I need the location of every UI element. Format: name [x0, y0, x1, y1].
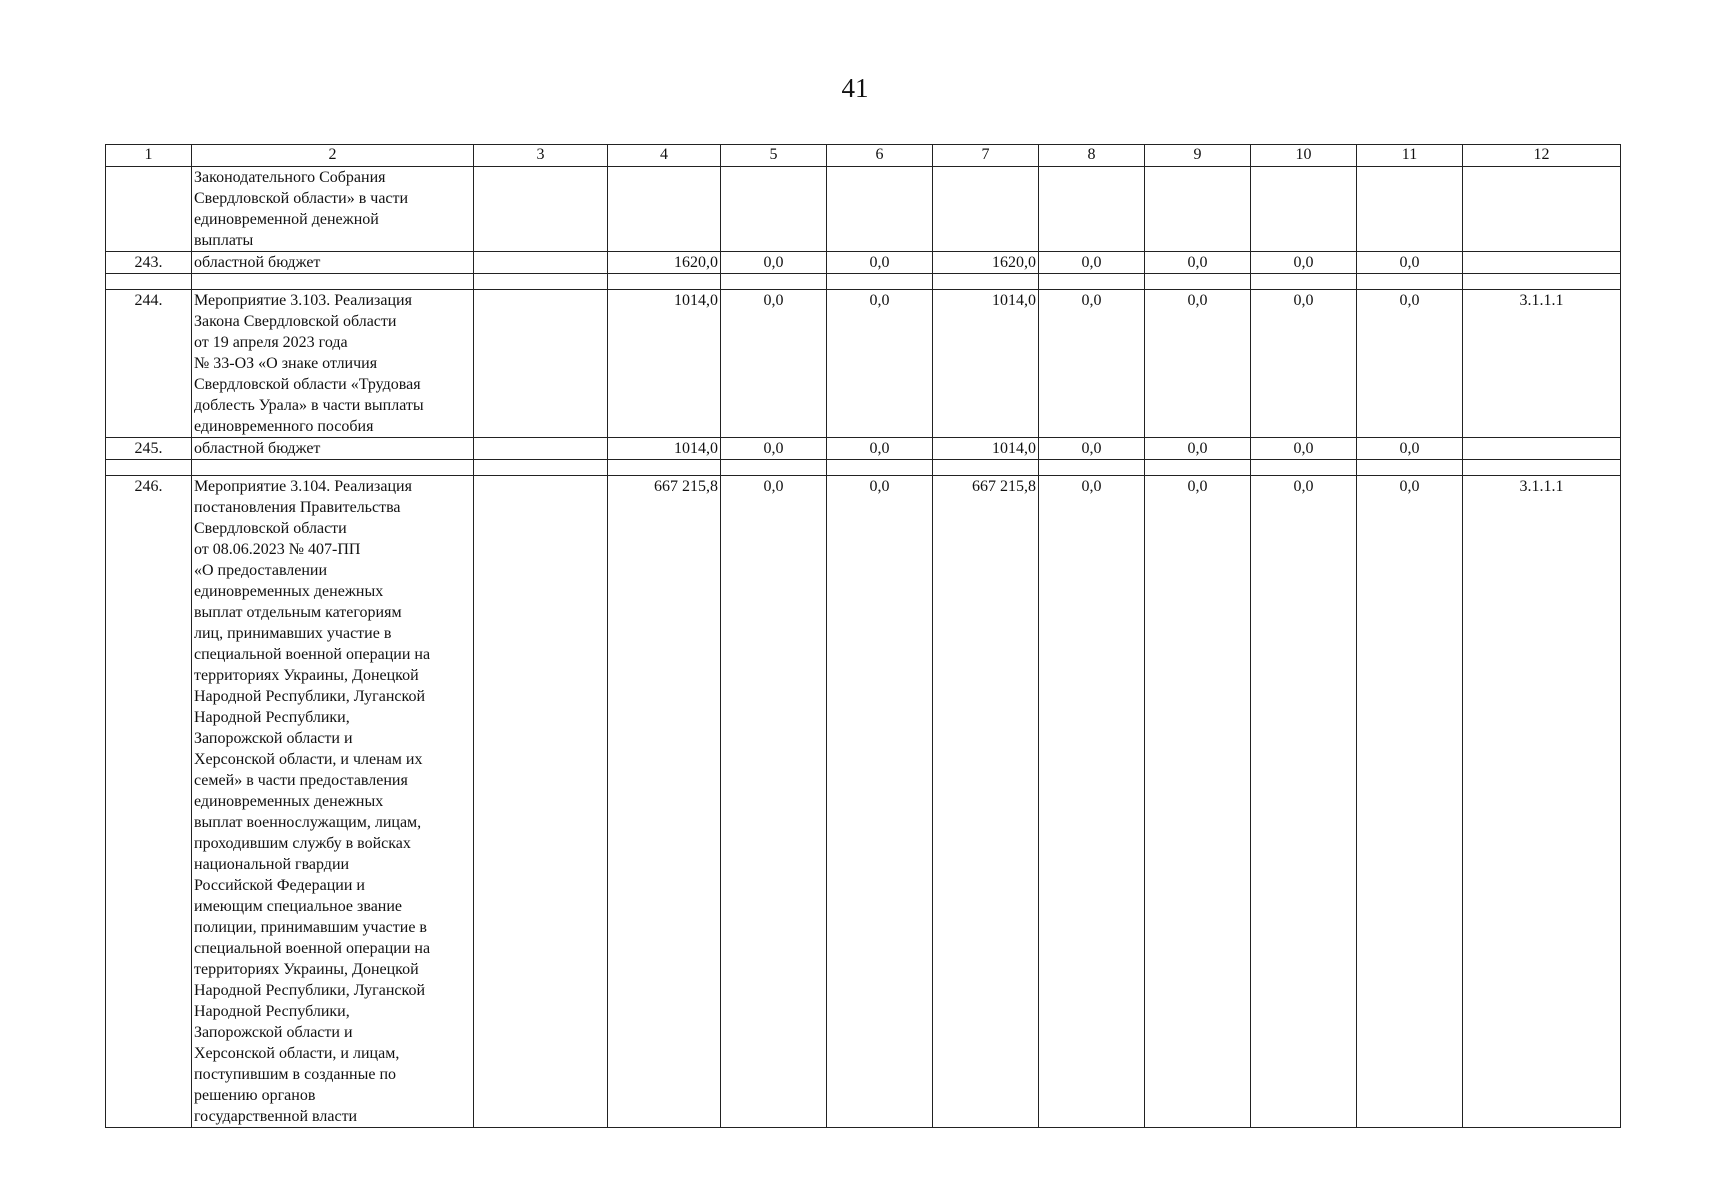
col9-cell: 0,0	[1145, 290, 1251, 438]
column-header: 9	[1145, 145, 1251, 167]
col3-cell	[474, 476, 608, 1128]
spacer-row	[106, 460, 1621, 476]
col4-cell	[608, 167, 721, 252]
spacer-cell	[1357, 460, 1463, 476]
column-header: 1	[106, 145, 192, 167]
col8-cell: 0,0	[1039, 252, 1145, 274]
col3-cell	[474, 167, 608, 252]
col8-cell	[1039, 167, 1145, 252]
col5-cell: 0,0	[721, 252, 827, 274]
spacer-cell	[608, 274, 721, 290]
col8-cell: 0,0	[1039, 476, 1145, 1128]
col8-cell: 0,0	[1039, 290, 1145, 438]
spacer-cell	[1357, 274, 1463, 290]
column-header: 12	[1463, 145, 1621, 167]
spacer-cell	[933, 460, 1039, 476]
row-name: Мероприятие 3.104. Реализация постановления Правительства Свердловской области от 08.06.2023 № 407-ПП «О предоставлении единовременных денежных выплат отдельным категориям лиц, принимавших участие в специальной военной операции на территориях Украины, Донецкой Народной Республики, Луганской Народной Республики, Запорожской области и Херсонской области, и членам их семей» в части предоставления единовременных денежных выплат военнослужащим, лицам, проходившим службу в войсках национальной гвардии Российской Федерации и имеющим специальное звание полиции, принимавшим участие в специальной военной операции на территориях Украины, Донецкой Народной Республики, Луганской Народной Республики, Запорожской области и Херсонской области, и лицам, поступившим в созданные по решению органов государственной власти	[192, 476, 474, 1128]
table-row	[106, 167, 1621, 252]
spacer-cell	[721, 274, 827, 290]
spacer-cell	[192, 460, 474, 476]
spacer-cell	[1039, 460, 1145, 476]
table-row	[106, 290, 1621, 438]
table-row	[106, 438, 1621, 460]
column-header: 2	[192, 145, 474, 167]
spacer-cell	[933, 274, 1039, 290]
row-name: Мероприятие 3.103. Реализация Закона Свердловской области от 19 апреля 2023 года № 33-ОЗ «О знаке отличия Свердловской области «Трудовая доблесть Урала» в части выплаты единовременного пособия	[192, 290, 474, 438]
spacer-cell	[1463, 274, 1621, 290]
col4-cell: 1014,0	[608, 438, 721, 460]
page-number: 41	[841, 73, 869, 103]
table-row	[106, 252, 1621, 274]
spacer-cell	[474, 460, 608, 476]
column-header: 4	[608, 145, 721, 167]
row-name: Законодательного Собрания Свердловской области» в части единовременной денежной выплаты	[192, 167, 474, 252]
column-header: 5	[721, 145, 827, 167]
row-name: областной бюджет	[192, 252, 474, 274]
col10-cell: 0,0	[1251, 476, 1357, 1128]
col12-cell: 3.1.1.1	[1463, 290, 1621, 438]
row-number: 244.	[106, 290, 192, 438]
spacer-cell	[721, 460, 827, 476]
col7-cell: 1014,0	[933, 290, 1039, 438]
column-header: 3	[474, 145, 608, 167]
table-body	[106, 145, 1621, 1128]
row-number: 246.	[106, 476, 192, 1128]
column-header: 8	[1039, 145, 1145, 167]
column-header: 11	[1357, 145, 1463, 167]
spacer-cell	[192, 274, 474, 290]
spacer-cell	[1463, 460, 1621, 476]
spacer-cell	[106, 460, 192, 476]
col11-cell: 0,0	[1357, 290, 1463, 438]
col7-cell: 1014,0	[933, 438, 1039, 460]
col10-cell	[1251, 167, 1357, 252]
row-number	[106, 167, 192, 252]
col5-cell: 0,0	[721, 438, 827, 460]
col12-cell	[1463, 167, 1621, 252]
col9-cell	[1145, 167, 1251, 252]
col9-cell: 0,0	[1145, 438, 1251, 460]
col7-cell: 1620,0	[933, 252, 1039, 274]
spacer-cell	[1251, 274, 1357, 290]
col8-cell: 0,0	[1039, 438, 1145, 460]
col10-cell: 0,0	[1251, 252, 1357, 274]
spacer-cell	[1039, 274, 1145, 290]
col6-cell: 0,0	[827, 476, 933, 1128]
row-number: 243.	[106, 252, 192, 274]
col9-cell: 0,0	[1145, 476, 1251, 1128]
row-number: 245.	[106, 438, 192, 460]
spacer-cell	[608, 460, 721, 476]
spacer-row	[106, 274, 1621, 290]
col4-cell: 1014,0	[608, 290, 721, 438]
col5-cell	[721, 167, 827, 252]
spacer-cell	[1145, 274, 1251, 290]
col3-cell	[474, 290, 608, 438]
col6-cell: 0,0	[827, 252, 933, 274]
col11-cell: 0,0	[1357, 438, 1463, 460]
spacer-cell	[827, 460, 933, 476]
col4-cell: 1620,0	[608, 252, 721, 274]
column-header: 6	[827, 145, 933, 167]
row-name: областной бюджет	[192, 438, 474, 460]
col6-cell	[827, 167, 933, 252]
col3-cell	[474, 252, 608, 274]
col9-cell: 0,0	[1145, 252, 1251, 274]
col7-cell: 667 215,8	[933, 476, 1039, 1128]
col12-cell	[1463, 252, 1621, 274]
table-row	[106, 476, 1621, 1128]
col10-cell: 0,0	[1251, 290, 1357, 438]
col7-cell	[933, 167, 1039, 252]
col12-cell: 3.1.1.1	[1463, 476, 1621, 1128]
col6-cell: 0,0	[827, 290, 933, 438]
column-header: 10	[1251, 145, 1357, 167]
spacer-cell	[106, 274, 192, 290]
col11-cell: 0,0	[1357, 252, 1463, 274]
col10-cell: 0,0	[1251, 438, 1357, 460]
col5-cell: 0,0	[721, 290, 827, 438]
spacer-cell	[474, 274, 608, 290]
spacer-cell	[827, 274, 933, 290]
col5-cell: 0,0	[721, 476, 827, 1128]
col3-cell	[474, 438, 608, 460]
col11-cell	[1357, 167, 1463, 252]
column-header: 7	[933, 145, 1039, 167]
column-header-row	[106, 145, 1621, 167]
col4-cell: 667 215,8	[608, 476, 721, 1128]
budget-table	[105, 144, 1621, 1128]
col11-cell: 0,0	[1357, 476, 1463, 1128]
spacer-cell	[1251, 460, 1357, 476]
col12-cell	[1463, 438, 1621, 460]
col6-cell: 0,0	[827, 438, 933, 460]
spacer-cell	[1145, 460, 1251, 476]
